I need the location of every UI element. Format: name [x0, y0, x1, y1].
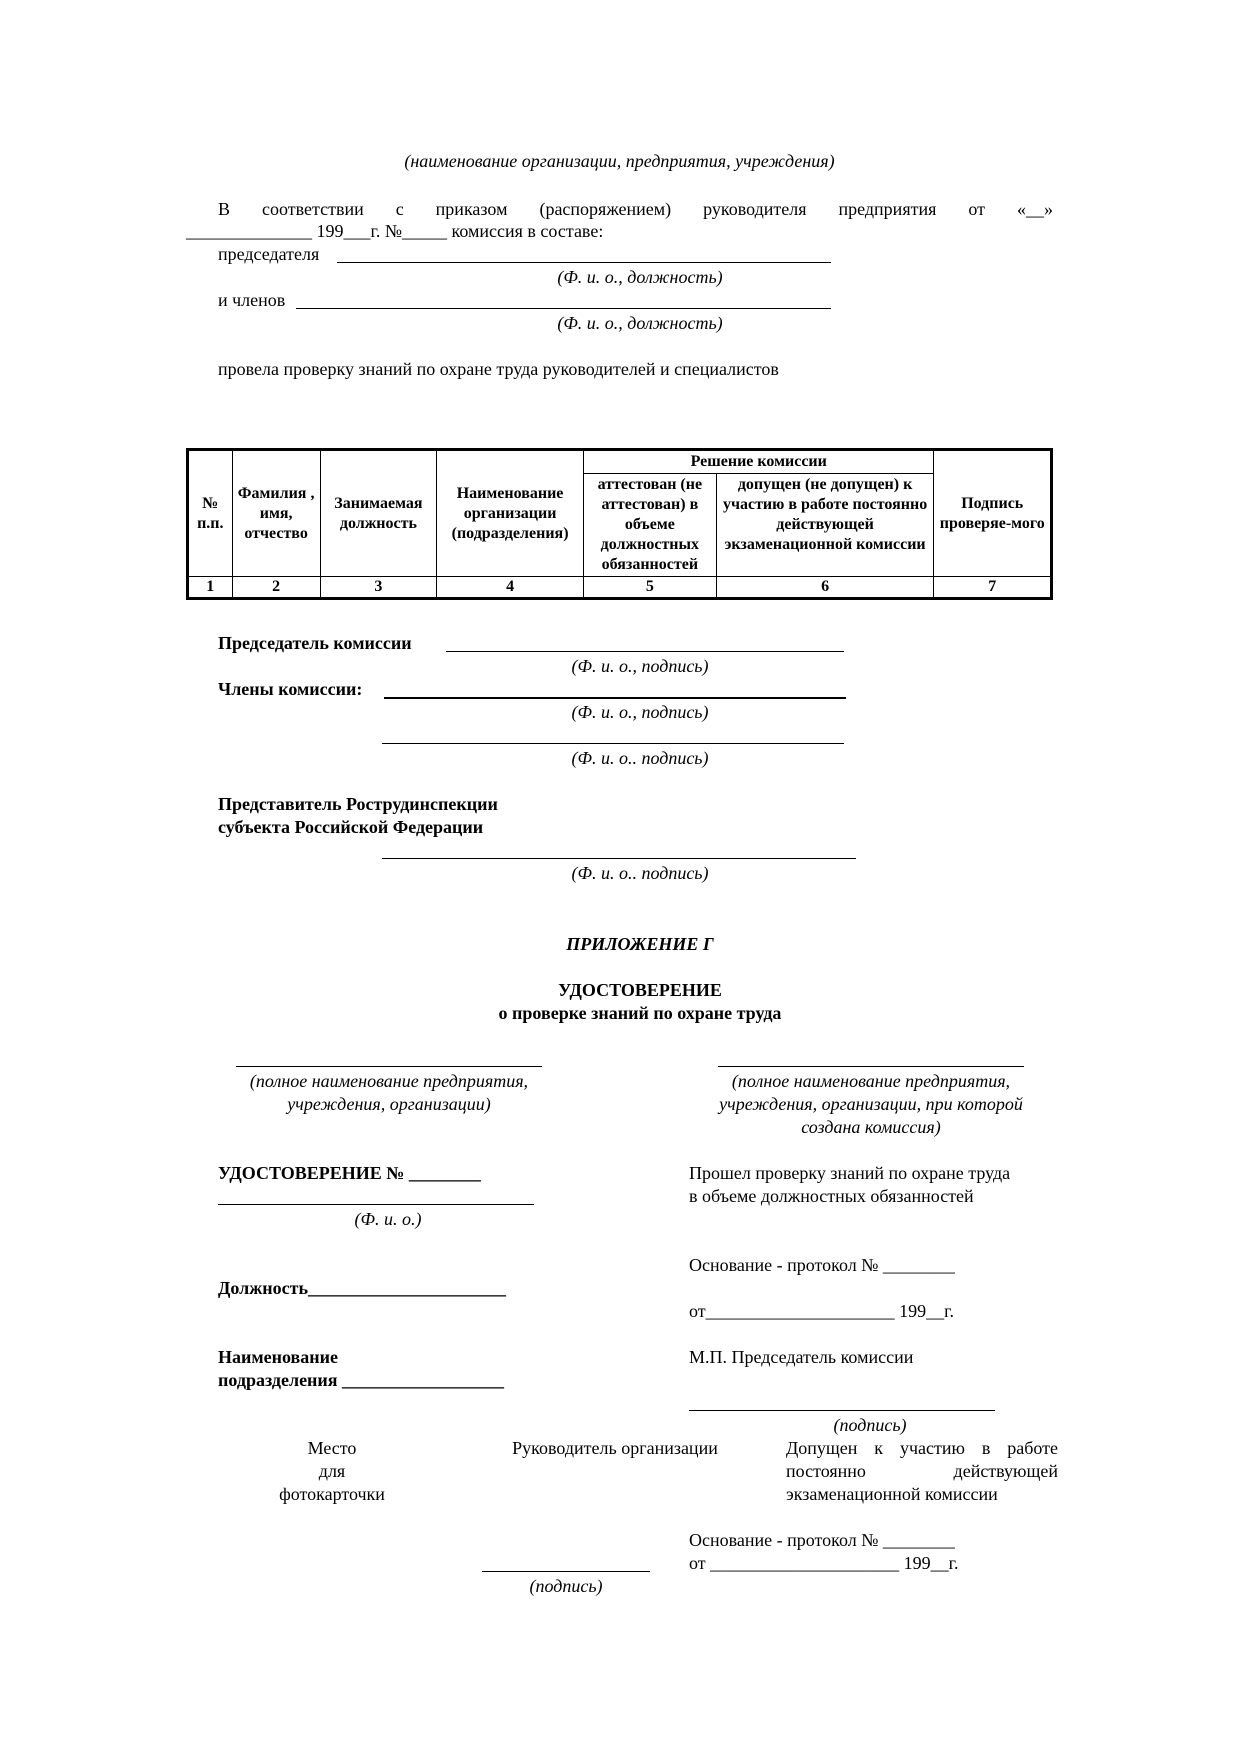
intro-line-1: В соответствии с приказом (распоряжением) руководителя предприятия от «__»	[218, 199, 1053, 219]
chair-sign-caption: (подпись)	[833, 1415, 907, 1435]
right-org-caption-1: (полное наименование предприятия,	[731, 1071, 1011, 1091]
left-org-caption-2: учреждения, организации)	[287, 1094, 491, 1114]
col-number-5: 5	[584, 577, 717, 599]
fio-line	[218, 1204, 534, 1205]
position-label: Должность______________________	[218, 1278, 507, 1298]
members-sign-caption-2: (Ф. и. о.. подпись)	[571, 748, 709, 768]
col-position-header: Занимаемая должность	[320, 450, 436, 577]
right-org-caption-3: создана комиссия)	[801, 1117, 941, 1137]
chairman-label: Председатель комиссии	[218, 633, 412, 653]
date-text-2: от _____________________ 199__г.	[689, 1553, 959, 1573]
passed-text-1: Прошел проверку знаний по охране труда	[689, 1163, 1011, 1183]
decision-header: Решение комиссии	[584, 450, 934, 474]
passed-text-2: в объеме должностных обязанностей	[689, 1186, 974, 1206]
chair-sign-line	[689, 1410, 995, 1411]
left-org-caption-1: (полное наименование предприятия,	[249, 1071, 529, 1091]
stamp-chair-text: М.П. Председатель комиссии	[689, 1347, 914, 1367]
photo-place-3: фотокарточки	[279, 1484, 385, 1504]
members-sign-line-2	[382, 743, 844, 744]
chair-label: председателя	[218, 244, 324, 264]
photo-place-2: для	[318, 1461, 346, 1481]
rep-label-1: Представитель Рострудинспекции	[218, 794, 498, 814]
fio-caption: (Ф. и. о.)	[354, 1209, 422, 1229]
rep-label-2: субъекта Российской Федерации	[218, 817, 484, 837]
rep-caption: (Ф. и. о.. подпись)	[571, 863, 709, 883]
dept-label-2: подразделения __________________	[218, 1370, 505, 1390]
members-sign-label: Члены комиссии:	[218, 679, 363, 699]
basis-text-2: Основание - протокол № ________	[689, 1530, 955, 1550]
rep-line	[382, 858, 856, 859]
head-org-label: Руководитель организации	[512, 1438, 718, 1458]
chair-line	[337, 262, 831, 263]
appendix-title: ПРИЛОЖЕНИЕ Г	[566, 934, 714, 954]
col-number-1: 1	[188, 577, 233, 599]
col-name-header: Фамилия , имя, отчество	[232, 450, 320, 577]
basis-text-1: Основание - протокол № ________	[689, 1255, 955, 1275]
col-number-2: 2	[232, 577, 320, 599]
left-org-line	[236, 1066, 542, 1067]
col-number-3: 3	[320, 577, 436, 599]
col-admitted-header: допущен (не допущен) к участию в работе постоянно действующей экзаменационной комиссии	[716, 474, 934, 577]
chairman-caption: (Ф. и. о., подпись)	[571, 656, 709, 676]
conducted-text: провела проверку знаний по охране труда руководителей и специалистов	[218, 359, 779, 379]
cert-title: УДОСТОВЕРЕНИЕ	[558, 980, 722, 1000]
members-caption: (Ф. и. о., должность)	[557, 313, 723, 333]
col-number-4: 4	[437, 577, 584, 599]
members-line	[296, 308, 831, 309]
right-org-line	[718, 1066, 1024, 1067]
members-sign-caption-1: (Ф. и. о., подпись)	[571, 702, 709, 722]
cert-subtitle: о проверке знаний по охране труда	[498, 1003, 782, 1023]
results-table	[186, 448, 1053, 600]
admitted-text: Допущен к участию в работе постоянно действующей экзаменационной комиссии	[786, 1438, 1058, 1504]
members-sign-line	[384, 697, 846, 699]
col-org-header: Наименование организации (подразделения)	[437, 450, 584, 577]
right-org-caption-2: учреждения, организации, при которой	[719, 1094, 1023, 1114]
intro-line-2: ______________ 199___г. №_____ комиссия в составе:	[186, 221, 604, 241]
col-number-header: № п.п.	[188, 450, 233, 577]
col-number-6: 6	[716, 577, 934, 599]
head-sign-caption: (подпись)	[529, 1576, 603, 1596]
date-text-1: от_____________________ 199__г.	[689, 1301, 954, 1321]
head-sign-line	[482, 1571, 650, 1572]
dept-label-1: Наименование	[218, 1347, 338, 1367]
col-signature-header: Подпись проверяе-мого	[934, 450, 1052, 577]
members-label: и членов	[218, 290, 286, 310]
cert-number-label: УДОСТОВЕРЕНИЕ № ________	[218, 1163, 481, 1183]
chairman-line	[446, 651, 844, 652]
org-caption: (наименование организации, предприятия, учреждения)	[404, 151, 835, 171]
col-number-7: 7	[934, 577, 1052, 599]
chair-caption: (Ф. и. о., должность)	[557, 267, 723, 287]
col-attested-header: аттестован (не аттестован) в объеме должностных обязанностей	[584, 474, 717, 577]
photo-place-1: Место	[307, 1438, 357, 1458]
